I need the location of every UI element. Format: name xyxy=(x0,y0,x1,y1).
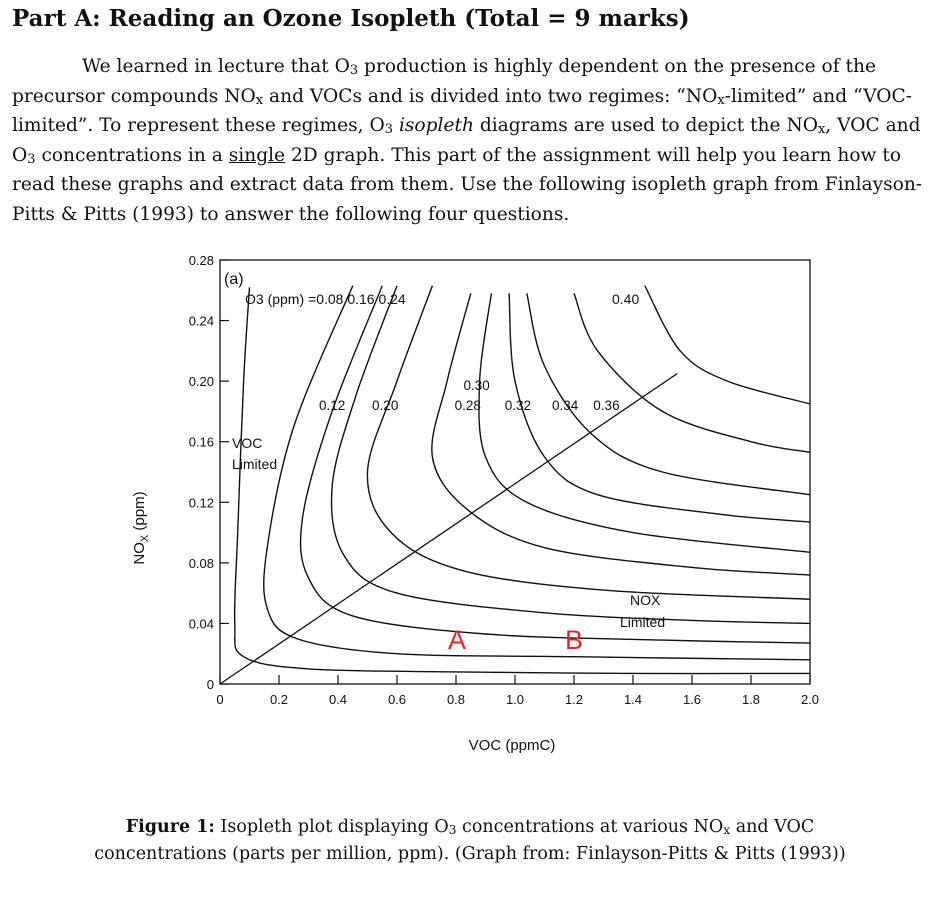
x-axis-label: VOC (ppmC) xyxy=(468,737,556,754)
x-tick-label: 1.0 xyxy=(505,692,525,707)
section-heading: Part A: Reading an Ozone Isopleth (Total = 9 marks) xyxy=(12,5,690,32)
x-tick-label: 1.8 xyxy=(741,692,761,707)
x-tick-label: 1.4 xyxy=(623,692,643,707)
panel-label: (a) xyxy=(224,271,244,288)
y-tick-label: 0.12 xyxy=(188,495,214,511)
x-tick-label: 1.6 xyxy=(682,692,702,707)
isopleth-0-24 xyxy=(367,286,810,600)
y-tick-label: 0.08 xyxy=(188,555,214,571)
plot-frame xyxy=(220,260,810,684)
y-tick-label: 0 xyxy=(206,677,214,692)
isopleth-label: 0.36 xyxy=(593,397,620,413)
voc-limited-line2: Limited xyxy=(232,456,278,472)
x-tick-label: 1.2 xyxy=(564,692,584,707)
isopleth-0-3 xyxy=(479,293,810,552)
marker-b: B xyxy=(565,625,584,655)
isopleth-label: 0.28 xyxy=(454,397,481,413)
x-tick-label: 0.8 xyxy=(446,692,466,707)
nox-limited-line2: Limited xyxy=(620,614,666,630)
x-tick-label: 0.2 xyxy=(269,692,289,707)
isopleth-label: 0.20 xyxy=(372,397,399,413)
isopleth-label: 0.32 xyxy=(504,397,532,413)
y-tick-label: 0.04 xyxy=(188,616,214,632)
isopleth-0-4 xyxy=(645,286,810,404)
y-tick-label: 0.28 xyxy=(188,253,214,268)
y-tick-label: 0.24 xyxy=(188,313,214,329)
marker-a: A xyxy=(448,625,467,655)
y-tick-label: 0.20 xyxy=(188,374,214,390)
isopleth-figure xyxy=(100,248,840,768)
isopleth-label: 0.34 xyxy=(552,397,579,413)
figure-caption: Figure 1: Isopleth plot displaying $O_3$ concentrations at various $NO_x$ and VOC concentrations (parts per million, ppm). (Graph from: Finlayson-Pitts & Pitts (1993)) xyxy=(94,817,846,864)
isopleth-0-36 xyxy=(574,293,810,452)
figure-label: Figure 1: xyxy=(125,817,215,837)
single-term: single xyxy=(228,144,286,166)
nox-limited-line1: NOX xyxy=(630,592,661,608)
y-axis-label: $NO_X$ (ppm) xyxy=(131,491,151,565)
isopleth-0-28 xyxy=(432,293,810,575)
isopleth-label: 0.12 xyxy=(318,397,346,413)
intro-paragraph: We learned in lecture that $O_3$ production is highly dependent on the presence of the precursor compounds $NO_x$ and VOCs and is divided into two regimes: “$NO_x$-limited” and “VOC-limited”. To represent these regimes, $O_3$ isopleth diagrams are used to depict the $NO_x$, VOC and $O_3$ concentrations in a single 2D graph. This part of the assignment will help you learn how to read these graphs and extract data from them. Use the following isopleth graph from Finlayson-Pitts & Pitts (1993) to answer the following four questions. xyxy=(12,56,923,225)
isopleth-term: isopleth xyxy=(398,115,474,136)
isopleth-0-2 xyxy=(332,286,810,624)
x-tick-label: 0.4 xyxy=(328,692,348,707)
x-tick-label: 0.6 xyxy=(387,692,407,707)
isopleth-label: 0.30 xyxy=(463,378,490,394)
voc-limited-line1: VOC xyxy=(232,435,263,451)
legend-040: 0.40 xyxy=(612,291,640,307)
x-tick-label: 2.0 xyxy=(800,692,820,707)
y-tick-label: 0.16 xyxy=(188,434,214,450)
legend-header: O3 (ppm) =0.08 0.16 0.24 xyxy=(245,291,406,307)
x-tick-label: 0 xyxy=(216,692,224,707)
